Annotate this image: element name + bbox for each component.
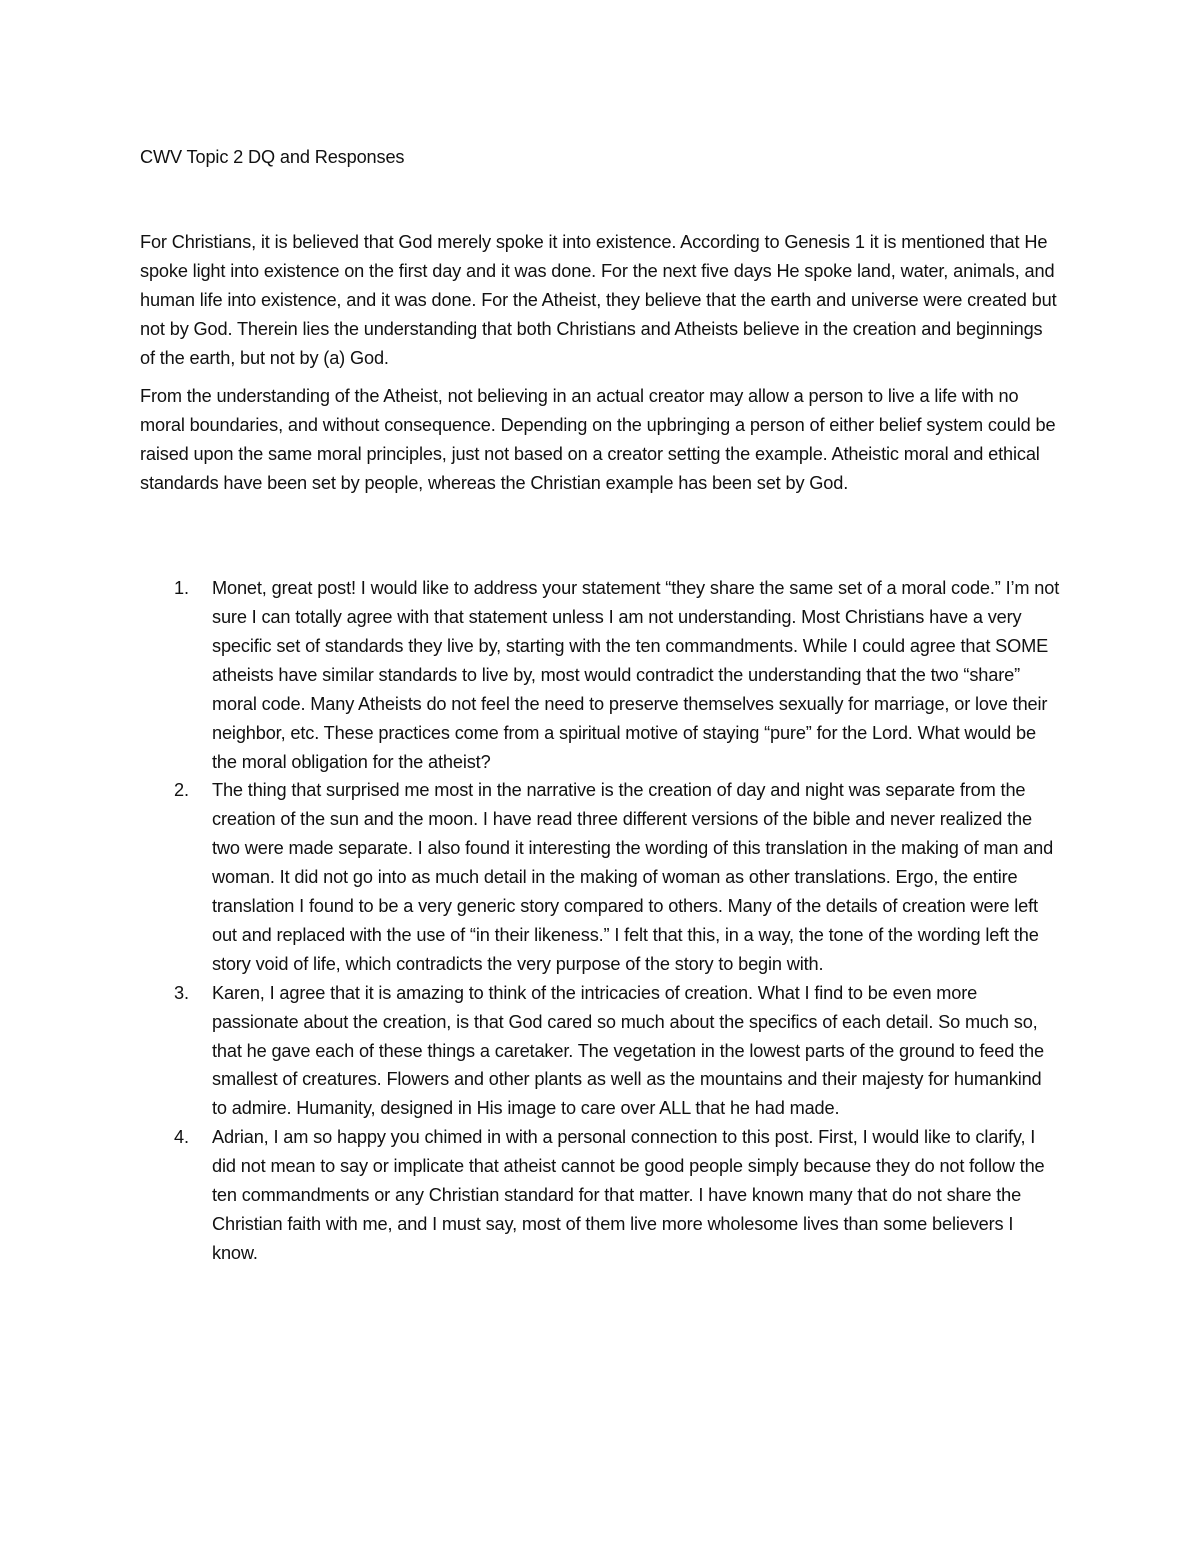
list-number: 3. [174, 982, 189, 1003]
list-number: 4. [174, 1127, 189, 1148]
list-item [140, 776, 1060, 978]
paragraph-creation: For Christians, it is believed that God merely spoke it into existence. According to Genesis 1 it is mentioned that He spoke light into existence on the first day and it was done. For the next five days He spoke land, water, animals, and human life into existence, and it was done. For the Atheist, they believe that the earth and universe were created but not by God. Therein lies the understanding that both Christians and Atheists believe in the creation and beginnings of the earth, but not by (a) God. [140, 231, 1057, 368]
response-list [140, 574, 1060, 1268]
list-item [140, 979, 1060, 1124]
document-body [140, 143, 1060, 1268]
list-number: 1. [174, 578, 189, 599]
list-item [140, 1123, 1060, 1268]
list-item-text: The thing that surprised me most in the narrative is the creation of day and night was separate from the creation of the sun and the moon. I have read three different versions of the bible and never realized the two were made separate. I also found it interesting the wording of this translation in the making of man and woman. It did not go into as much detail in the making of woman as other translations. Ergo, the entire translation I found to be a very generic story compared to others. Many of the details of creation were left out and replaced with the use of “in their likeness.” I felt that this, in a way, the tone of the wording left the story void of life, which contradicts the very purpose of the story to begin with. [212, 780, 1054, 974]
list-item-text: Adrian, I am so happy you chimed in with a personal connection to this post. First, I would like to clarify, I did not mean to say or implicate that atheist cannot be good people simply because they do not follow the ten commandments or any Christian standard for that matter. I have known many that do not share the Christian faith with me, and I must say, most of them live more wholesome lives than some believers I know. [212, 1127, 1045, 1263]
list-item-text: Monet, great post! I would like to address your statement “they share the same set of a moral code.” I’m not sure I can totally agree with that statement unless I am not understanding. Most Christians have a very specific set of standards they live by, starting with the ten commandments. While I could agree that SOME atheists have similar standards to live by, most would contradict the understanding that the two “share” moral code. Many Atheists do not feel the need to preserve themselves sexually for marriage, or love their neighbor, etc. These practices come from a spiritual motive of staying “pure” for the Lord. What would be the moral obligation for the atheist? [212, 578, 1060, 772]
document-title: CWV Topic 2 DQ and Responses [140, 147, 405, 167]
section-gap [140, 508, 1060, 574]
list-number: 2. [174, 780, 189, 801]
list-item [140, 574, 1060, 776]
paragraph-morality: From the understanding of the Atheist, not believing in an actual creator may allow a person to live a life with no moral boundaries, and without consequence. Depending on the upbringing a person of either belief system could be raised upon the same moral principles, just not based on a creator setting the example. Atheistic moral and ethical standards have been set by people, whereas the Christian example has been set by God. [140, 386, 1056, 494]
list-item-text: Karen, I agree that it is amazing to think of the intricacies of creation. What I find to be even more passionate about the creation, is that God cared so much about the specifics of each detail. So much so, that he gave each of these things a caretaker. The vegetation in the lowest parts of the ground to feed the smallest of creatures. Flowers and other plants as well as the mountains and their majesty for humankind to admire. Humanity, designed in His image to care over ALL that he had made. [212, 982, 1044, 1119]
